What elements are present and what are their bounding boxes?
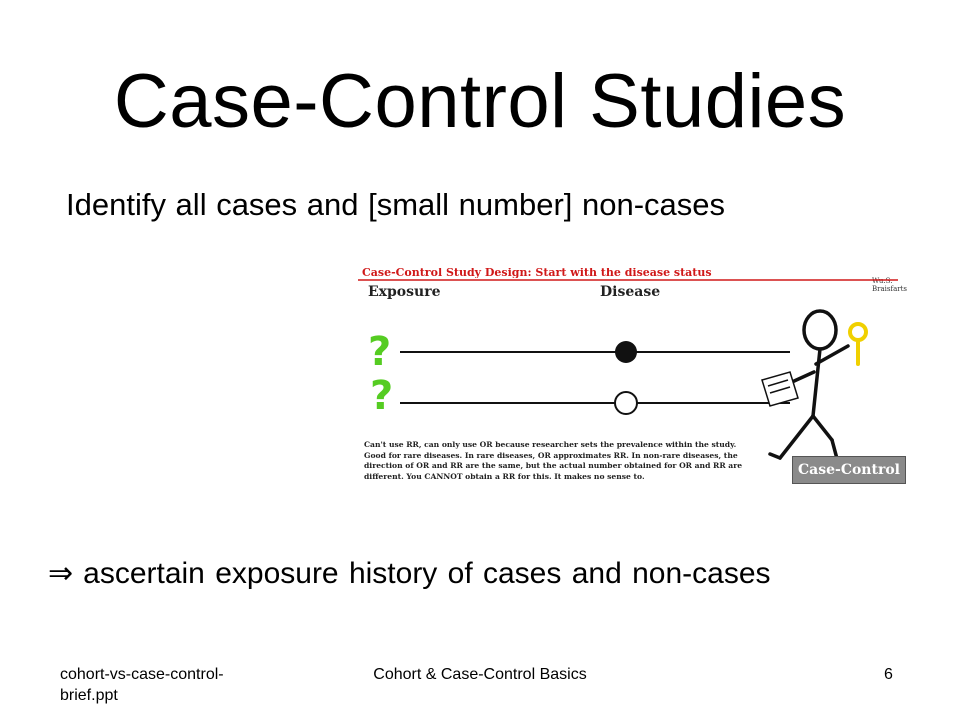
non-diseased-dot: [615, 392, 637, 414]
case-control-badge: Case-Control: [792, 456, 906, 484]
conclusion-line: [48, 556, 771, 592]
question-mark-diseased: ?: [368, 329, 392, 375]
exposure-label: Exposure: [368, 284, 441, 300]
case-control-figure: [358, 268, 913, 486]
implies-arrow-icon: ⇒: [48, 556, 74, 591]
diseased-dot: [615, 341, 637, 363]
slide-subtitle: Identify all cases and [small number] non-cases: [66, 187, 726, 222]
figure-top-caption: Case-Control Study Design: Start with the disease status: [362, 268, 712, 278]
disease-label: Disease: [600, 284, 661, 300]
footer-center-title: Cohort & Case-Control Basics: [373, 666, 587, 683]
slide-title: Case-Control Studies: [113, 59, 847, 144]
conclusion-text: ascertain exposure history of cases and non-cases: [83, 557, 771, 590]
page-number: 6: [884, 666, 893, 683]
magnifier-key-icon: [850, 324, 866, 364]
footer-filename: cohort-vs-case-control-brief.ppt: [60, 666, 224, 704]
notebook-icon: [762, 372, 798, 406]
figure-note: Can't use RR, can only use OR because researcher sets the prevalence within the study. Good for rare diseases. In rare diseases, OR approximates RR. In non-rare diseases, the direction of OR and RR are the same, but the actual number obtained for OR and RR are different. You CANNOT obtain a RR for this. It makes no sense to.: [364, 440, 743, 481]
question-mark-nondiseased: ?: [370, 373, 394, 419]
figure-author: Wu.S. Braisfarts: [872, 277, 908, 293]
